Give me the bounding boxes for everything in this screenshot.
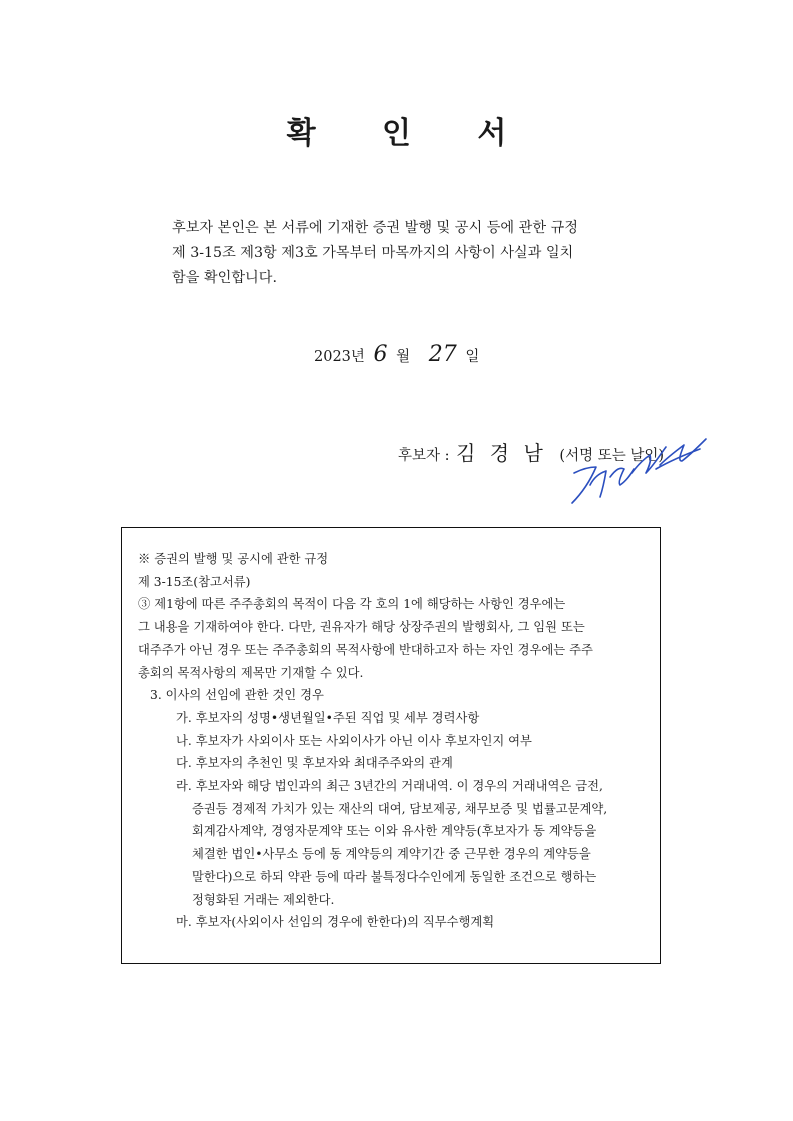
note-paragraph-line: ③ 제1항에 따른 주주총회의 목적이 다음 각 호의 1에 해당하는 사항인 경우에는 — [138, 597, 566, 612]
note-paragraph-line: 총회의 목적사항의 제목만 기재할 수 있다. — [138, 665, 364, 680]
statement-line: 제 3-15조 제3항 제3호 가목부터 마목까지의 사항이 사실과 일치 — [172, 245, 574, 261]
signer-name: 김 경 남 — [456, 441, 547, 465]
note-item-3: 3. 이사의 선임에 관한 것인 경우 — [150, 688, 324, 703]
handwritten-signature — [560, 425, 710, 515]
note-subitem-ra-cont: 체결한 법인•사무소 등에 동 계약등의 계약기간 중 근무한 경우의 계약등을 — [192, 847, 591, 862]
note-subitem-ra-cont: 증권등 경제적 가치가 있는 재산의 대여, 담보제공, 채무보증 및 법률고문계약, — [192, 801, 608, 816]
confirmation-statement — [172, 216, 642, 291]
document-title: 확 인 서 — [286, 116, 535, 151]
document-date — [314, 342, 479, 367]
note-subitem-ga: 가. 후보자의 성명•생년월일•주된 직업 및 세부 경력사항 — [176, 710, 480, 725]
note-subitem-ra-cont: 말한다)으로 하되 약관 등에 따라 불특정다수인에게 동일한 조건으로 행하는 — [192, 869, 597, 884]
note-subitem-na: 나. 후보자가 사외이사 또는 사외이사가 아닌 이사 후보자인지 여부 — [176, 733, 532, 748]
date-year: 2023년 — [314, 349, 365, 365]
signer-label: 후보자 : — [398, 448, 450, 464]
note-subitem-ra: 라. 후보자와 해당 법인과의 최근 3년간의 거래내역. 이 경우의 거래내역은 금전, — [176, 779, 603, 794]
date-day-label: 일 — [465, 349, 480, 365]
note-paragraph-line: 대주주가 아닌 경우 또는 주주총회의 목적사항에 반대하고자 하는 자인 경우에는 주주 — [138, 642, 593, 657]
note-article: 제 3-15조(참고서류) — [138, 574, 251, 589]
note-subitem-da: 다. 후보자의 추천인 및 후보자와 최대주주와의 관계 — [176, 756, 453, 771]
note-heading: ※ 증권의 발행 및 공시에 관한 규정 — [138, 552, 329, 566]
statement-line: 함을 확인합니다. — [172, 270, 277, 286]
regulation-text — [138, 548, 650, 934]
date-month-label: 월 — [396, 349, 411, 365]
statement-line: 후보자 본인은 본 서류에 기재한 증권 발행 및 공시 등에 관한 규정 — [172, 220, 578, 236]
note-subitem-ma: 마. 후보자(사외이사 선임의 경우에 한한다)의 직무수행계획 — [176, 915, 495, 930]
note-subitem-ra-cont: 회계감사계약, 경영자문계약 또는 이와 유사한 계약등(후보자가 동 계약등을 — [192, 824, 597, 839]
signature-note: (서명 또는 날인) — [559, 448, 664, 464]
date-day-value: 27 — [428, 342, 457, 367]
regulation-reference-box — [121, 527, 661, 964]
note-subitem-ra-cont: 정형화된 거래는 제외한다. — [192, 892, 335, 907]
date-month-value: 6 — [373, 342, 388, 367]
note-paragraph-line: 그 내용을 기재하여야 한다. 다만, 권유자가 해당 상장주권의 발행회사, 그 임원 또는 — [138, 620, 585, 635]
